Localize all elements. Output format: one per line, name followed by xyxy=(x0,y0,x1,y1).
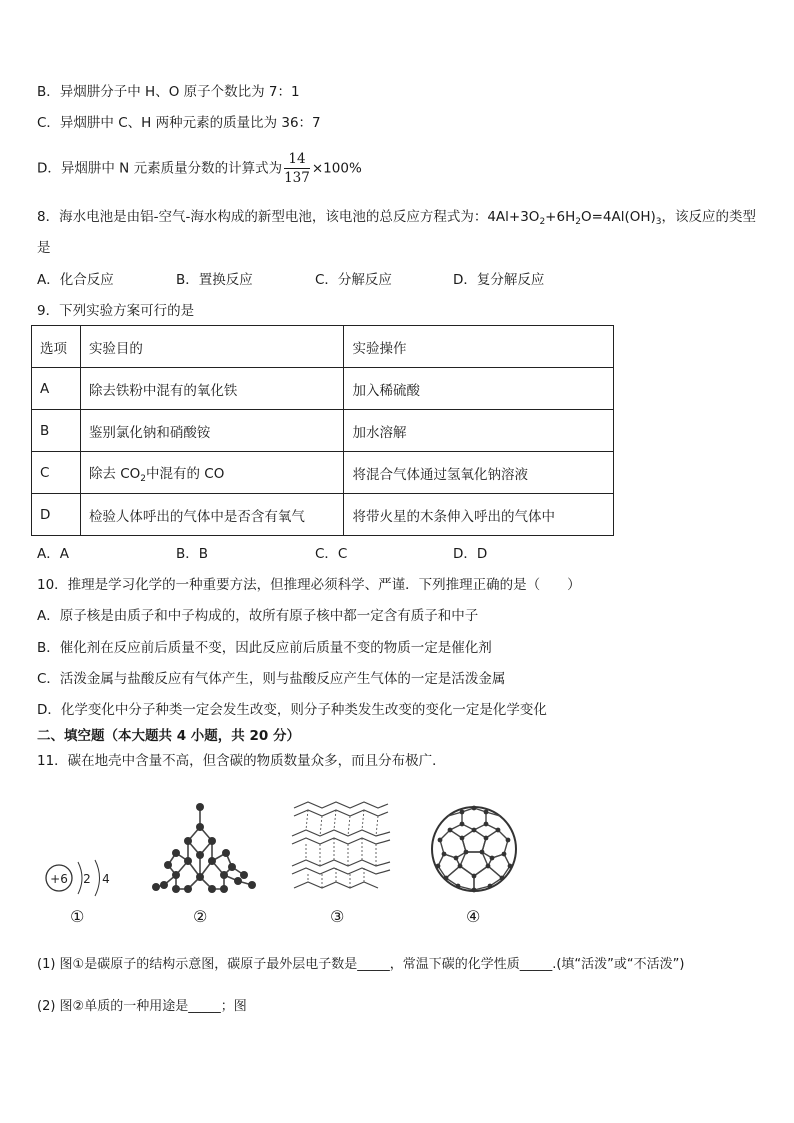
section-heading: 二、填空题（本大题共 4 小题，共 20 分） xyxy=(37,728,300,744)
fraction xyxy=(284,150,310,187)
q8-stem xyxy=(37,208,756,231)
q8-option-a: A．化合反应 xyxy=(37,272,114,288)
q11-sub-question-1: (1) 图①是碳原子的结构示意图，碳原子最外层电子数是_____，常温下碳的化学性质_____.(填“活泼”或“不活泼”) xyxy=(37,957,685,972)
row-option: B xyxy=(32,410,81,452)
row-goal: 除去铁粉中混有的氧化铁 xyxy=(80,368,344,410)
q7-option-b: B．异烟肼分子中 H、O 原子个数比为 7：1 xyxy=(37,84,300,100)
header-goal: 实验目的 xyxy=(80,326,344,368)
figure-caption-3: ③ xyxy=(330,907,345,926)
q8-stem-part: +6H xyxy=(545,209,576,225)
shell-2-electrons: 4 xyxy=(102,872,110,886)
q8-stem-part: 8．海水电池是由铝-空气-海水构成的新型电池，该电池的总反应方程式为：4Al+3O xyxy=(37,209,540,225)
q10-option-a: A．原子核是由质子和中子构成的，故所有原子核中都一定含有质子和中子 xyxy=(37,608,479,624)
q9-option-b: B．B xyxy=(176,546,209,562)
row-goal-part: 除去 CO xyxy=(88,465,141,482)
q7-option-c: C．异烟肼中 C、H 两种元素的质量比为 36：7 xyxy=(37,115,321,131)
q11-stem: 11．碳在地壳中含量不高，但含碳的物质数量众多，而且分布极广． xyxy=(37,753,446,769)
table-row xyxy=(32,410,614,452)
figure-caption-2: ② xyxy=(193,907,208,926)
graphite-structure-diagram xyxy=(288,798,394,896)
row-operation: 将带火星的木条伸入呼出的气体中 xyxy=(344,494,614,536)
q11-sub-question-2: (2) 图②单质的一种用途是_____；图 xyxy=(37,999,247,1014)
row-operation: 加水溶解 xyxy=(344,410,614,452)
electron-shell-arc xyxy=(78,862,82,894)
row-option: D xyxy=(32,494,81,536)
row-goal: 检验人体呼出的气体中是否含有氧气 xyxy=(80,494,344,536)
fraction-denominator: 137 xyxy=(284,170,310,186)
fraction-numerator: 14 xyxy=(284,150,310,169)
electron-shell-arc xyxy=(95,860,100,896)
subscript: 2 xyxy=(575,217,581,227)
fullerene-structure-diagram xyxy=(428,800,520,898)
row-goal-part: 中混有的 CO xyxy=(146,465,225,482)
diamond-structure-diagram xyxy=(148,795,263,897)
shell-1-electrons: 2 xyxy=(83,872,91,886)
q8-option-c: C．分解反应 xyxy=(315,272,392,288)
experiment-table xyxy=(31,325,614,536)
nucleus-charge: +6 xyxy=(50,872,68,886)
table-row xyxy=(32,368,614,410)
q9-stem: 9．下列实验方案可行的是 xyxy=(37,303,195,319)
figure-caption-4: ④ xyxy=(466,907,481,926)
row-operation: 将混合气体通过氢氧化钠溶液 xyxy=(344,452,614,494)
q7-option-d-suffix: ×100% xyxy=(311,160,362,177)
q7-option-d xyxy=(37,150,362,187)
figure-caption-1: ① xyxy=(70,907,85,926)
q9-option-d: D．D xyxy=(453,546,488,562)
row-option: A xyxy=(32,368,81,410)
q10-option-d: D．化学变化中分子种类一定会发生改变，则分子种类发生改变的变化一定是化学变化 xyxy=(37,702,547,718)
subscript: 2 xyxy=(539,217,546,227)
table-header-row xyxy=(32,326,614,368)
q8-stem-continued: 是 xyxy=(37,240,51,256)
q9-option-c: C．C xyxy=(315,546,348,562)
table-row xyxy=(32,452,614,494)
q10-option-b: B．催化剂在反应前后质量不变，因此反应前后质量不变的物质一定是催化剂 xyxy=(37,640,492,656)
subscript: 2 xyxy=(140,473,147,484)
q7-option-d-text: D．异烟肼中 N 元素质量分数的计算式为 xyxy=(37,160,283,177)
carbon-atom-diagram xyxy=(40,850,130,900)
q8-stem-part: O=4Al(OH) xyxy=(580,209,656,225)
q8-option-b: B．置换反应 xyxy=(176,272,253,288)
subscript: 3 xyxy=(655,217,662,227)
table-row xyxy=(32,494,614,536)
header-option: 选项 xyxy=(32,326,81,368)
q10-option-c: C．活泼金属与盐酸反应有气体产生，则与盐酸反应产生气体的一定是活泼金属 xyxy=(37,671,506,687)
q10-stem: 10．推理是学习化学的一种重要方法，但推理必须科学、严谨．下列推理正确的是（ ） xyxy=(37,577,581,593)
header-operation: 实验操作 xyxy=(344,326,614,368)
row-goal: 鉴别氯化钠和硝酸铵 xyxy=(80,410,344,452)
q8-option-d: D．复分解反应 xyxy=(453,272,545,288)
row-goal xyxy=(80,452,344,494)
row-option: C xyxy=(32,452,81,494)
row-operation: 加入稀硫酸 xyxy=(344,368,614,410)
q9-option-a: A．A xyxy=(37,546,69,562)
q8-stem-part: ，该反应的类型 xyxy=(661,209,757,225)
